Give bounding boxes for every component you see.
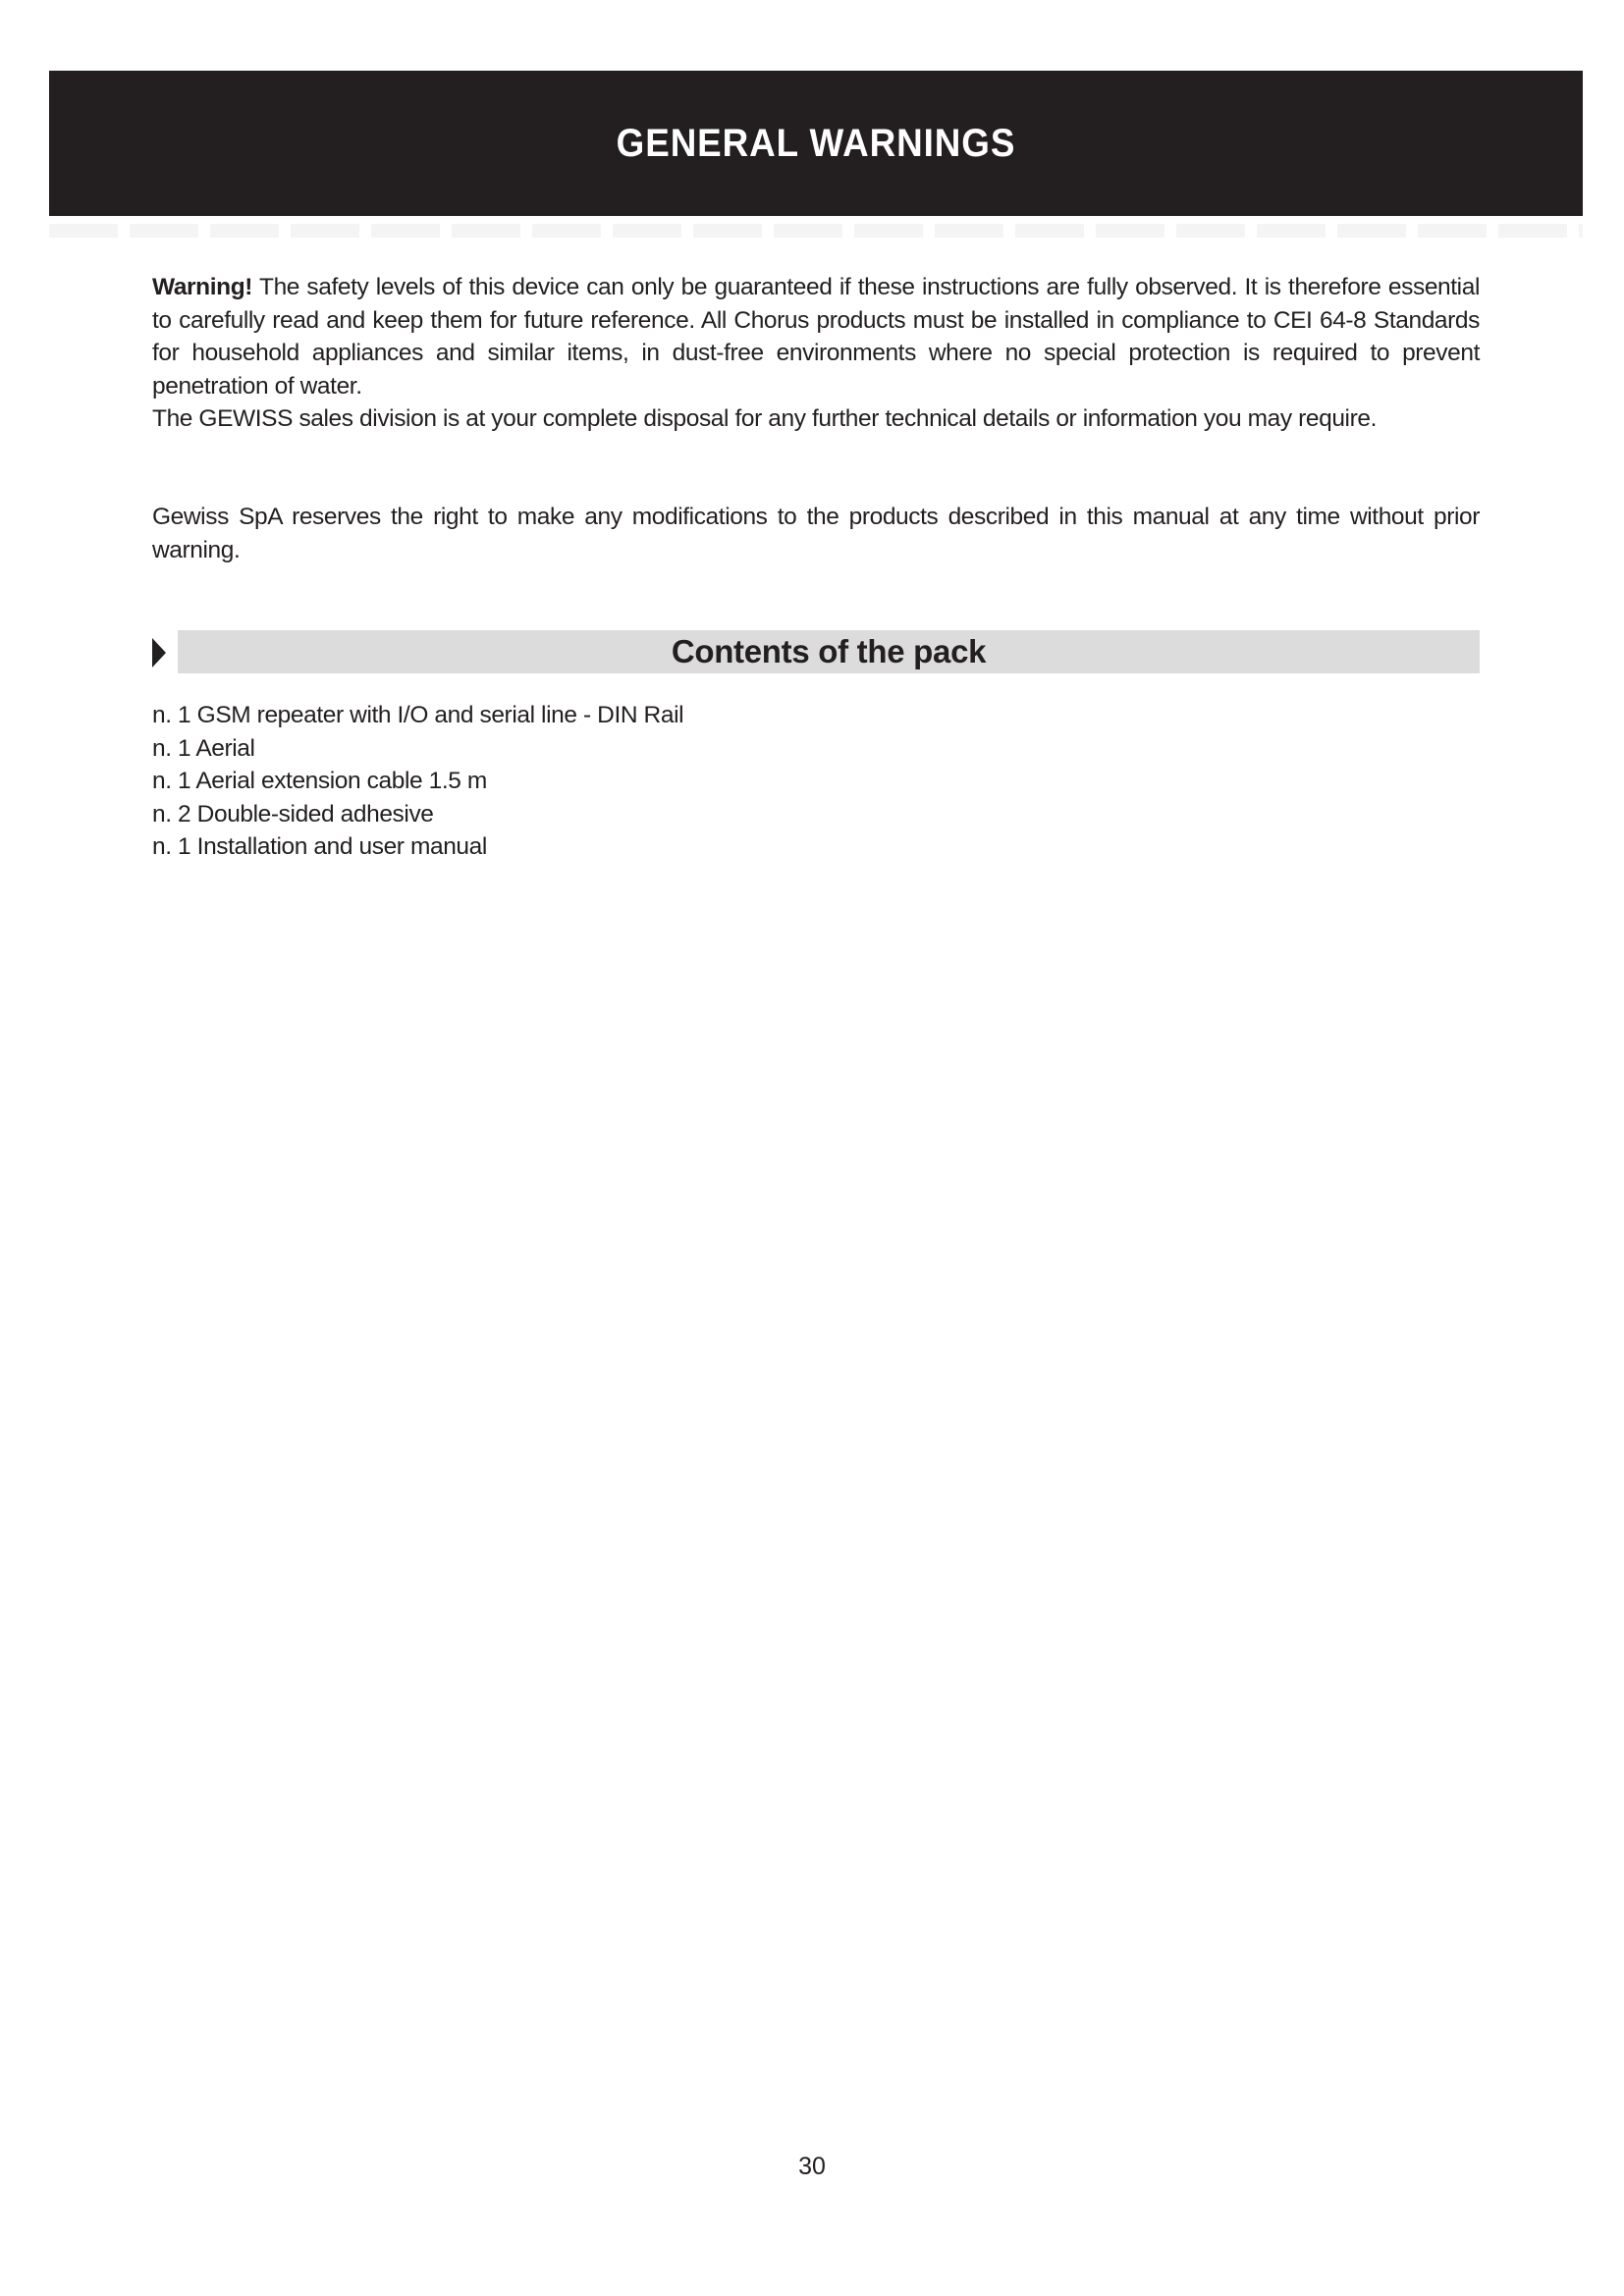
warning-label: Warning! <box>152 274 253 300</box>
warning-paragraph <box>152 271 1480 402</box>
list-item: n. 1 Aerial extension cable 1.5 m <box>152 768 487 794</box>
list-item: n. 2 Double-sided adhesive <box>152 800 434 828</box>
list-item: n. 1 Installation and user manual <box>152 833 487 860</box>
warning-text: The safety levels of this device can only be guaranteed if these instructions are fully observed. It is therefore essential to carefully read and keep them for future reference. All Chorus products must be installed in compliance to CEI 64-8 Standards for household appliances and similar items, in dust-free environments where no special protection is required to prevent penetration of water. <box>152 274 1480 400</box>
page-title: GENERAL WARNINGS <box>616 121 1016 165</box>
sales-paragraph: The GEWISS sales division is at your complete disposal for any further technical details or information you may require. <box>152 405 1377 432</box>
section-title-band <box>178 630 1480 673</box>
reserve-section <box>152 501 1480 566</box>
reserve-paragraph: Gewiss SpA reserves the right to make any modifications to the products described in this manual at any time without prior warning. <box>152 504 1480 563</box>
contents-section-header <box>152 630 1480 675</box>
list-item: n. 1 Aerial <box>152 734 255 762</box>
list-item: n. 1 GSM repeater with I/O and serial line - DIN Rail <box>152 702 684 728</box>
section-title: Contents of the pack <box>671 633 987 669</box>
page-number: 30 <box>798 2153 826 2180</box>
triangle-right-icon <box>152 638 166 667</box>
header-shadow-divider <box>49 224 1583 238</box>
header-bar <box>49 71 1583 216</box>
contents-list <box>152 699 1036 864</box>
warning-section <box>152 271 1480 436</box>
